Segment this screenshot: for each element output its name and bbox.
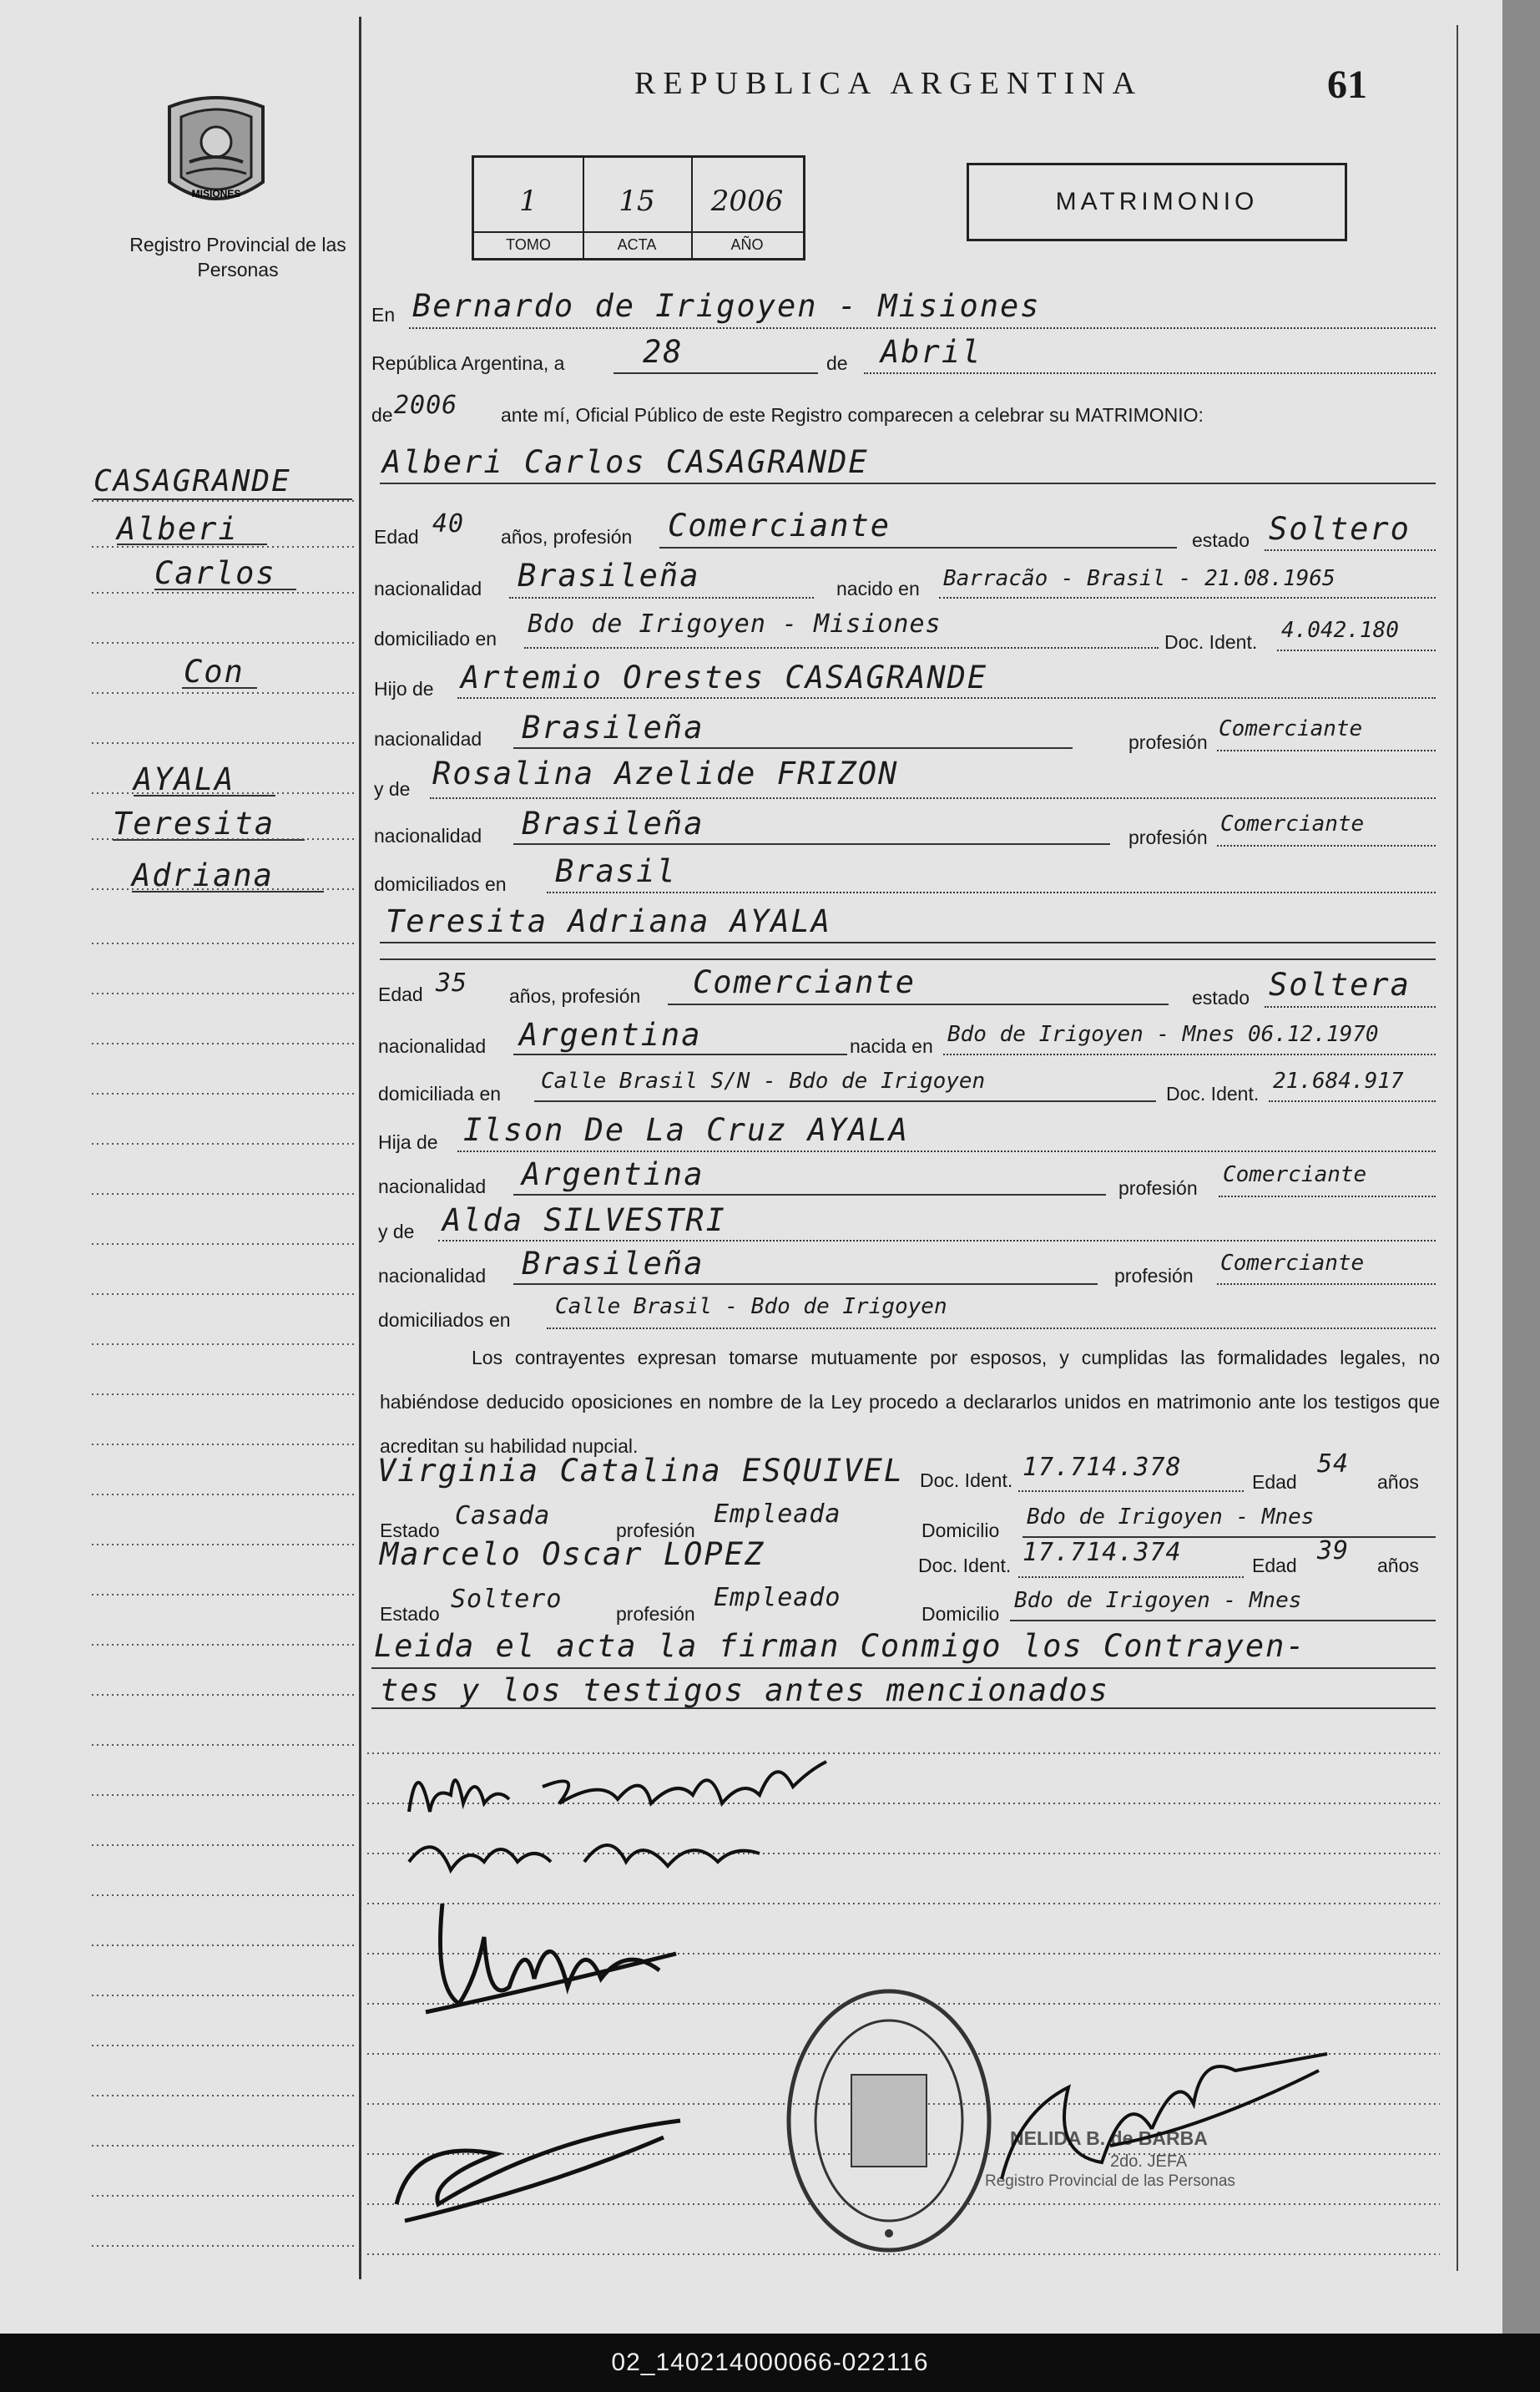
bride-doc-label: Doc. Ident. xyxy=(1166,1083,1260,1105)
witness2-anos-label: años xyxy=(1377,1555,1419,1576)
groom-mother-prof: Comerciante xyxy=(1220,812,1365,837)
bride-dom-label: domiciliada en xyxy=(378,1083,502,1105)
stamp-officer-name: NELIDA B. de BARBA xyxy=(1010,2127,1208,2149)
groom-doc: 4.042.180 xyxy=(1281,618,1399,643)
witness2-profesion: Empleado xyxy=(714,1583,841,1612)
bride-nacionalidad: Argentina xyxy=(519,1017,702,1053)
ano-value: 2006 xyxy=(710,185,784,218)
groom-estado-label: estado xyxy=(1192,529,1250,551)
bride-nac-label: nacionalidad xyxy=(378,1035,487,1057)
declaration-text: Los contrayentes expresan tomarse mutuamente por esposos, y cumplidas las formalidades legales, no habiéndose deducido oposiciones en nombre de la Ley procedo a declararlos unidos en matrimonio ante los testigos que acreditan su habilidad nupcial. xyxy=(380,1347,1440,1457)
acta-label: ACTA xyxy=(583,231,691,254)
right-edge xyxy=(1502,0,1540,2338)
groom-parents-dom: Brasil xyxy=(555,853,677,889)
bride-father-prof: Comerciante xyxy=(1223,1162,1367,1187)
closing-line-2: tes y los testigos antes mencionados xyxy=(380,1672,1109,1708)
sidebar-firstname-bride: Teresita xyxy=(113,806,275,842)
bride-profesion: Comerciante xyxy=(693,964,916,1000)
document-id-footer: 02_140214000066-022116 xyxy=(0,2334,1540,2392)
stamp-officer-role: 2do. JEFA xyxy=(1110,2152,1188,2171)
margin-rule xyxy=(359,17,361,2279)
de-label: de xyxy=(826,352,848,374)
groom-doms-label: domiciliados en xyxy=(374,873,507,895)
month-value: Abril xyxy=(881,334,982,370)
tomo-label: TOMO xyxy=(474,231,583,254)
bride-edad-label: Edad xyxy=(378,984,423,1005)
groom-father: Artemio Orestes CASAGRANDE xyxy=(461,660,988,695)
record-number-box xyxy=(472,155,805,260)
groom-name: Alberi Carlos CASAGRANDE xyxy=(382,444,869,480)
groom-age: 40 xyxy=(432,509,465,539)
witness2-domicilio: Bdo de Irigoyen - Mnes xyxy=(1014,1588,1302,1613)
year-value: 2006 xyxy=(394,391,458,420)
witness2-age: 39 xyxy=(1317,1536,1350,1565)
groom-mother-nac: Brasileña xyxy=(522,806,704,842)
bride-name: Teresita Adriana AYALA xyxy=(386,903,832,939)
bride-nacida-label: nacida en xyxy=(850,1035,933,1057)
bride-parents-dom: Calle Brasil - Bdo de Irigoyen xyxy=(555,1294,947,1319)
provincial-seal-icon xyxy=(161,90,271,215)
seal-label: MISIONES xyxy=(191,188,241,200)
groom-father-prof: Comerciante xyxy=(1219,716,1363,741)
registry-stamp-icon xyxy=(780,1983,997,2258)
year-prefix: de xyxy=(371,404,393,426)
groom-profesion: Comerciante xyxy=(668,508,891,544)
bride-father-nac-label: nacionalidad xyxy=(378,1176,487,1197)
witness1-anos-label: años xyxy=(1377,1471,1419,1493)
right-rule xyxy=(1457,25,1458,2271)
intro-text: ante mí, Oficial Público de este Registro comparecen a celebrar su MATRIMONIO: xyxy=(501,404,1204,426)
groom-nacido: Barracão - Brasil - 21.08.1965 xyxy=(943,566,1336,591)
officer-signature xyxy=(985,2037,1336,2196)
closing-line-1: Leida el acta la firman Conmigo los Contrayen- xyxy=(374,1628,1306,1664)
bride-age: 35 xyxy=(436,968,468,998)
witness2-domicilio-label: Domicilio xyxy=(921,1603,1000,1625)
witness1-profesion: Empleada xyxy=(714,1499,841,1529)
witness2-prof-label: profesión xyxy=(616,1603,695,1625)
city-value: Bernardo de Irigoyen - Misiones xyxy=(412,288,1041,324)
witness1-name: Virginia Catalina ESQUIVEL xyxy=(377,1453,905,1489)
sidebar-middlename-bride: Adriana xyxy=(132,857,274,893)
groom-father-nac-label: nacionalidad xyxy=(374,728,482,750)
groom-hijo-label: Hijo de xyxy=(374,678,434,700)
groom-mother-nac-label: nacionalidad xyxy=(374,825,482,847)
bride-mother-nac: Brasileña xyxy=(522,1246,704,1282)
sidebar-firstname-groom: Alberi xyxy=(117,511,239,547)
bride-estado-label: estado xyxy=(1192,987,1250,1009)
sidebar-surname-groom: CASAGRANDE xyxy=(93,464,291,498)
bride-father-prof-label: profesión xyxy=(1118,1177,1198,1199)
bride-signature xyxy=(409,1887,693,2020)
groom-father-prof-label: profesión xyxy=(1128,731,1208,753)
day-value: 28 xyxy=(643,334,684,370)
groom-edad-label: Edad xyxy=(374,526,419,548)
groom-signature xyxy=(392,1737,860,1904)
registry-name: Registro Provincial de las Personas xyxy=(129,234,346,281)
tomo-value: 1 xyxy=(519,185,538,218)
sidebar-surname-bride: AYALA xyxy=(134,761,235,797)
groom-nacido-label: nacido en xyxy=(836,578,920,599)
page-title: REPUBLICA ARGENTINA xyxy=(634,66,1144,101)
bride-yde-label: y de xyxy=(378,1221,415,1242)
witness1-estado: Casada xyxy=(455,1501,551,1530)
bride-father-nac: Argentina xyxy=(522,1156,704,1192)
bride-mother-nac-label: nacionalidad xyxy=(378,1265,487,1287)
witness1-edad-label: Edad xyxy=(1252,1471,1297,1493)
record-type-box: MATRIMONIO xyxy=(967,163,1347,241)
witness1-age: 54 xyxy=(1317,1449,1350,1479)
groom-doc-label: Doc. Ident. xyxy=(1164,631,1258,653)
sidebar-conjunction: Con xyxy=(184,654,245,690)
witness1-domicilio: Bdo de Irigoyen - Mnes xyxy=(1027,1504,1315,1530)
witness1-doc-label: Doc. Ident. xyxy=(920,1469,1013,1491)
groom-nacionalidad: Brasileña xyxy=(518,558,700,594)
groom-domicilio: Bdo de Irigoyen - Misiones xyxy=(528,609,942,639)
bride-father: Ilson De La Cruz AYALA xyxy=(463,1112,910,1148)
witness2-name: Marcelo Oscar LOPEZ xyxy=(380,1536,765,1572)
witness2-edad-label: Edad xyxy=(1252,1555,1297,1576)
groom-mother-prof-label: profesión xyxy=(1128,827,1208,848)
ano-label: AÑO xyxy=(691,231,803,254)
bride-mother: Alda SILVESTRI xyxy=(442,1202,726,1238)
bride-doc: 21.684.917 xyxy=(1273,1069,1404,1094)
bride-nacida: Bdo de Irigoyen - Mnes 06.12.1970 xyxy=(947,1022,1379,1047)
witness1-doc: 17.714.378 xyxy=(1022,1453,1182,1482)
bride-hija-label: Hija de xyxy=(378,1131,438,1153)
witness1-prof-label: profesión xyxy=(616,1520,695,1541)
witness2-estado: Soltero xyxy=(451,1585,563,1614)
groom-mother: Rosalina Azelide FRIZON xyxy=(432,756,899,791)
groom-dom-label: domiciliado en xyxy=(374,628,497,650)
witness1-domicilio-label: Domicilio xyxy=(921,1520,1000,1541)
groom-father-nac: Brasileña xyxy=(522,710,704,746)
groom-estado: Soltero xyxy=(1269,511,1411,547)
groom-profesion-label: años, profesión xyxy=(501,526,633,548)
witness2-doc: 17.714.374 xyxy=(1022,1538,1182,1567)
sidebar-middlename-groom: Carlos xyxy=(154,555,276,591)
bride-doms-label: domiciliados en xyxy=(378,1309,511,1331)
bride-mother-prof: Comerciante xyxy=(1220,1251,1365,1276)
republica-label: República Argentina, a xyxy=(371,352,565,374)
bride-estado: Soltera xyxy=(1269,967,1411,1003)
witness2-estado-label: Estado xyxy=(380,1603,440,1625)
witness1-estado-label: Estado xyxy=(380,1520,440,1541)
bride-domicilio: Calle Brasil S/N - Bdo de Irigoyen xyxy=(541,1069,986,1094)
margin-guide-lines xyxy=(92,484,357,2271)
groom-yde-label: y de xyxy=(374,778,411,800)
witness2-doc-label: Doc. Ident. xyxy=(918,1555,1012,1576)
officer-initial-signature xyxy=(380,2104,697,2229)
acta-value: 15 xyxy=(619,185,655,218)
page-number: 61 xyxy=(1327,63,1367,107)
stamp-office: Registro Provincial de las Personas xyxy=(985,2172,1235,2190)
groom-nac-label: nacionalidad xyxy=(374,578,482,599)
en-label: En xyxy=(371,304,396,326)
bride-profesion-label: años, profesión xyxy=(509,985,641,1007)
bride-mother-prof-label: profesión xyxy=(1114,1265,1194,1287)
